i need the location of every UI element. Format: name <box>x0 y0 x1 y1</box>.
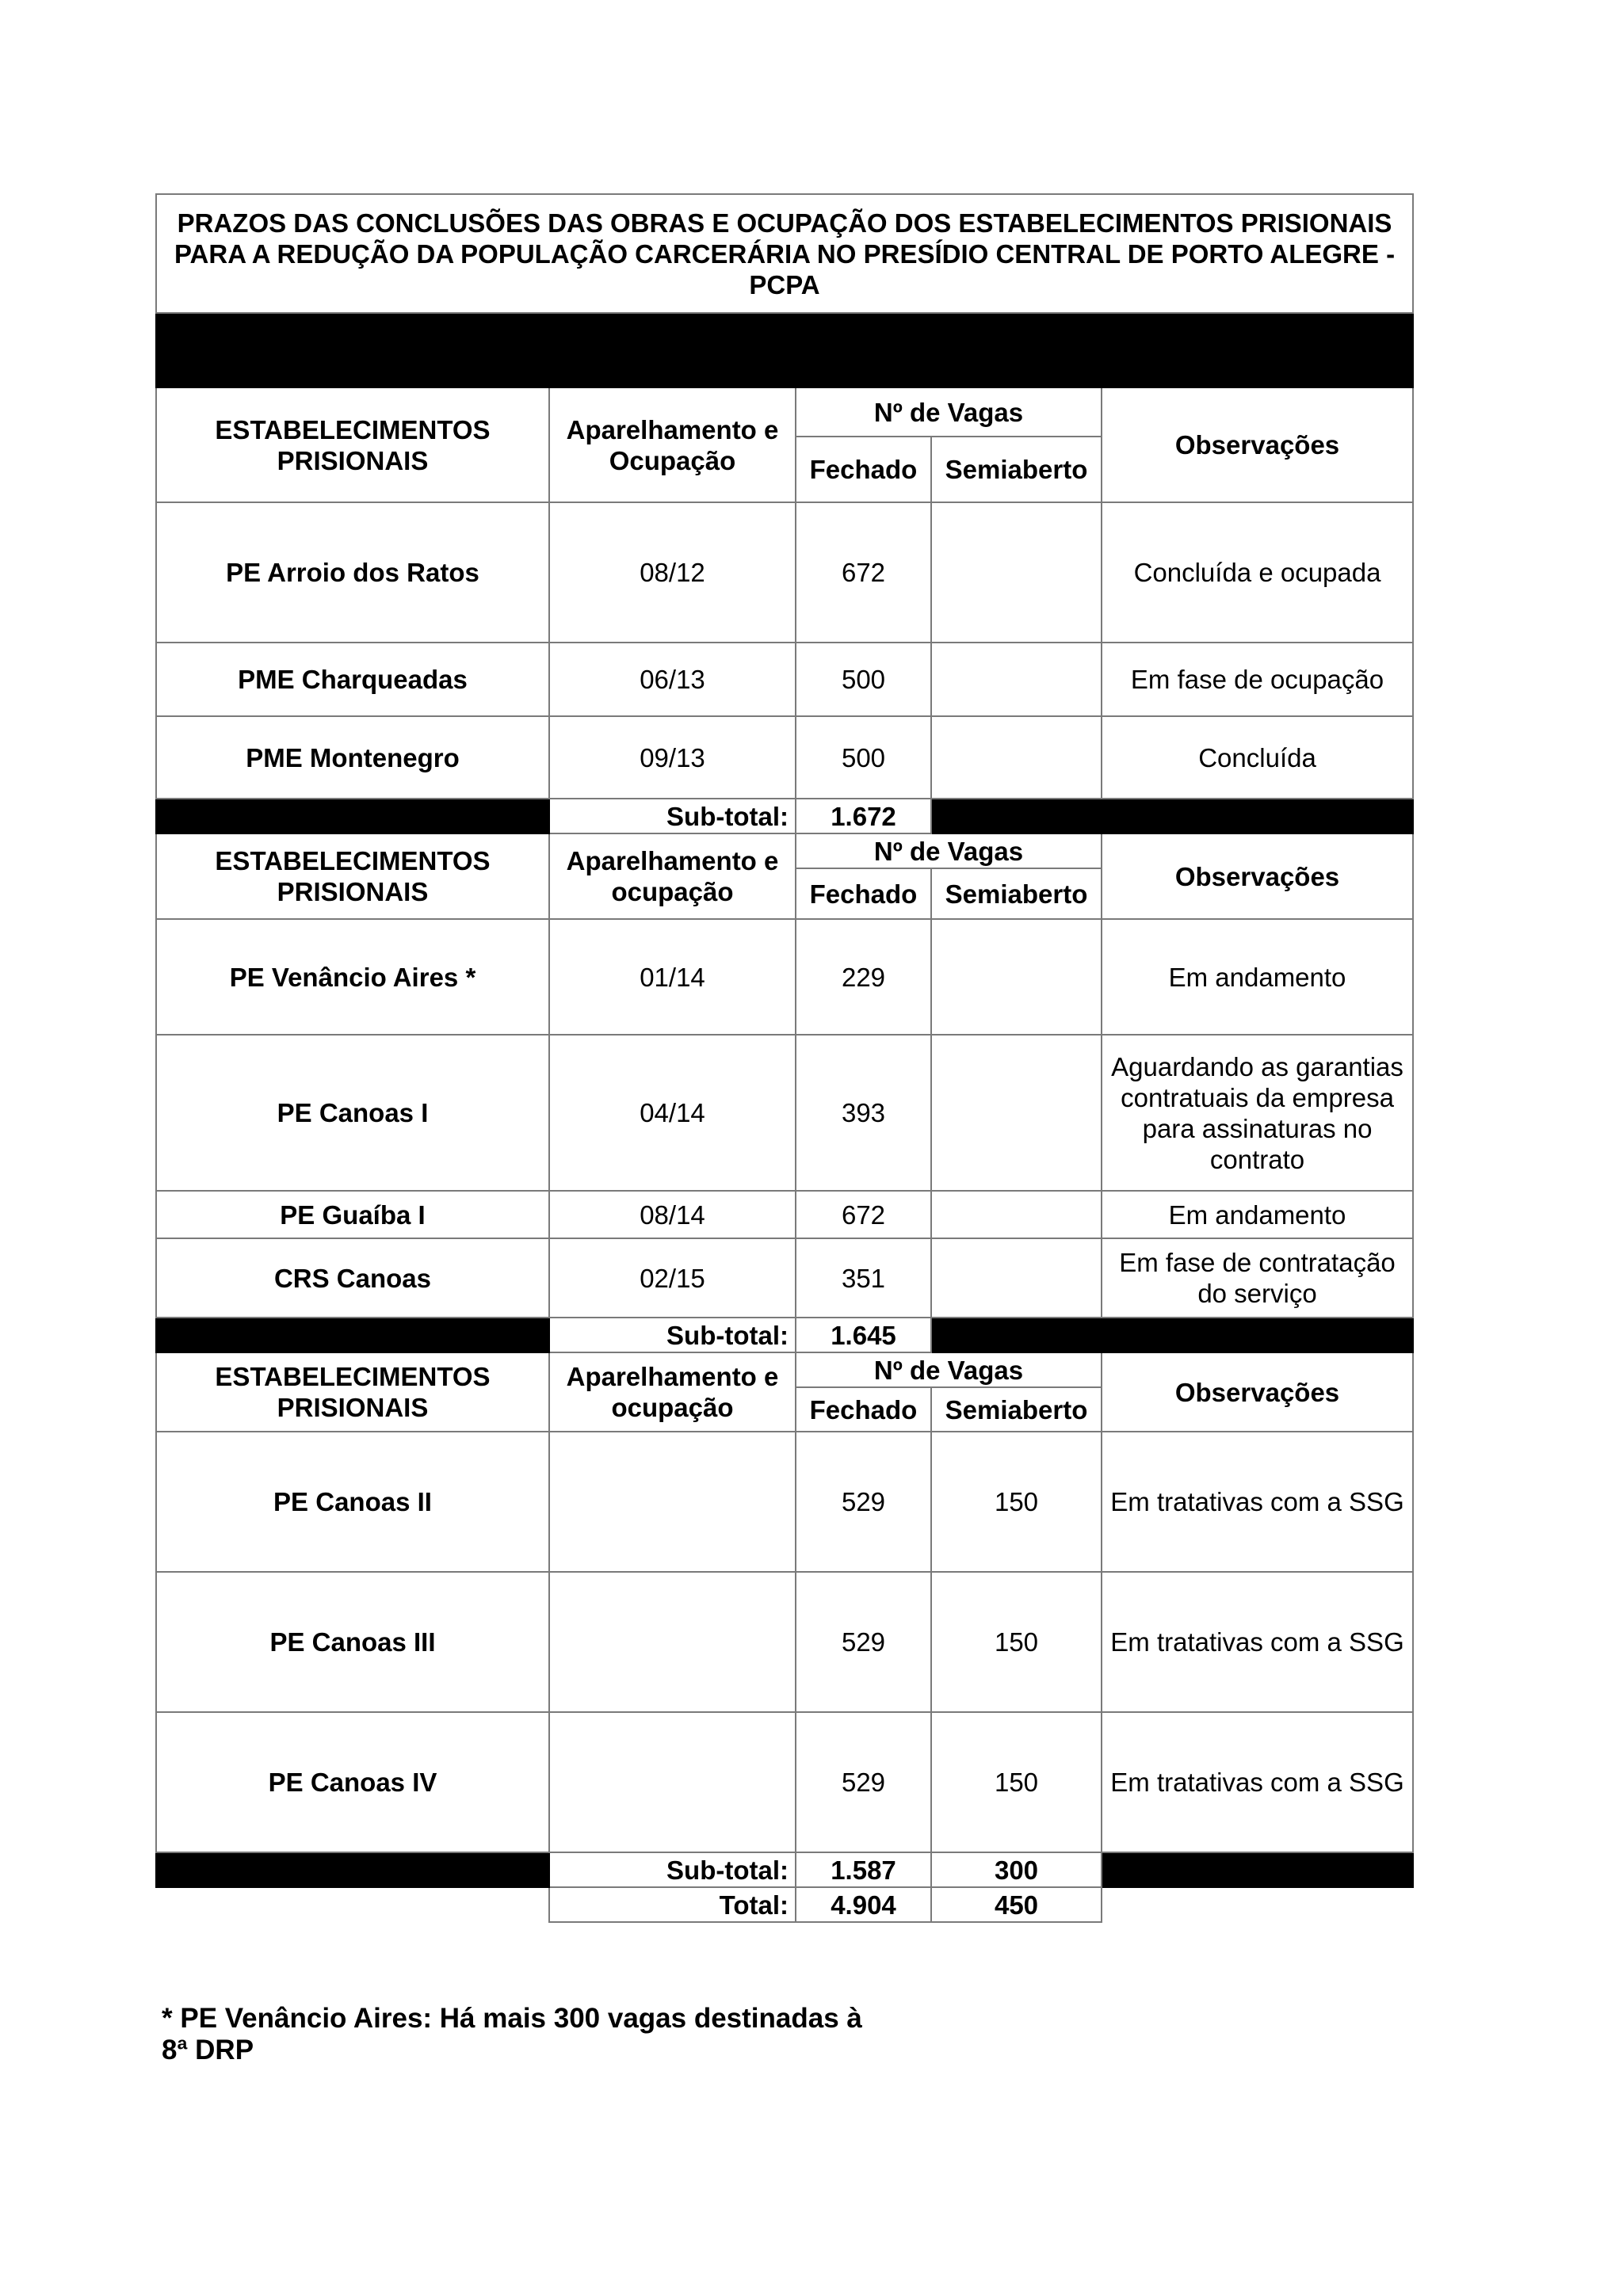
black-band <box>156 313 1413 387</box>
table-row <box>156 716 1413 799</box>
row-date <box>549 1572 796 1712</box>
row-date: 02/15 <box>549 1238 796 1318</box>
row-semiaberto <box>931 643 1102 716</box>
row-obs: Concluída e ocupada <box>1102 502 1413 643</box>
prison-capacity-table <box>155 193 1414 1923</box>
footnote: * PE Venâncio Aires: Há mais 300 vagas destinadas à 8ª DRP <box>162 2003 862 2065</box>
header-aparelhamento: Aparelhamento e ocupação <box>549 1352 796 1432</box>
row-name: PE Venâncio Aires * <box>156 919 549 1035</box>
row-obs: Aguardando as garantias contratuais da empresa para assinaturas no contrato <box>1102 1035 1413 1191</box>
subtotal-row <box>156 1852 1413 1887</box>
row-fechado: 393 <box>796 1035 931 1191</box>
row-fechado: 229 <box>796 919 931 1035</box>
row-obs: Em andamento <box>1102 919 1413 1035</box>
header-estabelecimentos: ESTABELECIMENTOS PRISIONAIS <box>156 387 549 502</box>
row-obs: Em andamento <box>1102 1191 1413 1238</box>
total-row <box>156 1887 1413 1922</box>
row-date: 08/14 <box>549 1191 796 1238</box>
header-estabelecimentos: ESTABELECIMENTOS PRISIONAIS <box>156 833 549 919</box>
header-observacoes: Observações <box>1102 387 1413 502</box>
row-name: PE Canoas II <box>156 1432 549 1572</box>
total-label: Total: <box>549 1887 796 1922</box>
subtotal-row <box>156 799 1413 833</box>
row-obs: Em fase de contratação do serviço <box>1102 1238 1413 1318</box>
row-fechado: 500 <box>796 716 931 799</box>
header-semiaberto: Semiaberto <box>931 1387 1102 1432</box>
header-semiaberto: Semiaberto <box>931 437 1102 502</box>
row-name: PE Canoas I <box>156 1035 549 1191</box>
table-row <box>156 1712 1413 1852</box>
subtotal-fechado: 1.672 <box>796 799 931 833</box>
section2-header-row <box>156 833 1413 868</box>
row-name: PE Canoas III <box>156 1572 549 1712</box>
row-date: 09/13 <box>549 716 796 799</box>
subtotal-label: Sub-total: <box>549 799 796 833</box>
total-semiaberto: 450 <box>931 1887 1102 1922</box>
row-fechado: 351 <box>796 1238 931 1318</box>
row-name: CRS Canoas <box>156 1238 549 1318</box>
header-fechado: Fechado <box>796 1387 931 1432</box>
row-fechado: 529 <box>796 1572 931 1712</box>
header-fechado: Fechado <box>796 868 931 919</box>
row-date: 06/13 <box>549 643 796 716</box>
header-vagas: Nº de Vagas <box>796 387 1102 437</box>
row-semiaberto <box>931 502 1102 643</box>
row-fechado: 529 <box>796 1712 931 1852</box>
subtotal-label: Sub-total: <box>549 1318 796 1352</box>
subtotal-semiaberto: 300 <box>931 1852 1102 1887</box>
table-row <box>156 643 1413 716</box>
subtotal-label: Sub-total: <box>549 1852 796 1887</box>
title-row <box>156 194 1413 313</box>
table-row <box>156 1035 1413 1191</box>
row-date: 08/12 <box>549 502 796 643</box>
row-obs: Em tratativas com a SSG <box>1102 1432 1413 1572</box>
subtotal-fechado: 1.645 <box>796 1318 931 1352</box>
header-vagas: Nº de Vagas <box>796 833 1102 868</box>
table-row <box>156 1432 1413 1572</box>
row-obs: Em tratativas com a SSG <box>1102 1572 1413 1712</box>
header-estabelecimentos: ESTABELECIMENTOS PRISIONAIS <box>156 1352 549 1432</box>
table-row <box>156 502 1413 643</box>
row-fechado: 529 <box>796 1432 931 1572</box>
row-semiaberto: 150 <box>931 1432 1102 1572</box>
row-fechado: 672 <box>796 502 931 643</box>
table-row <box>156 919 1413 1035</box>
row-name: PE Guaíba I <box>156 1191 549 1238</box>
row-date: 01/14 <box>549 919 796 1035</box>
row-name: PME Montenegro <box>156 716 549 799</box>
row-name: PME Charqueadas <box>156 643 549 716</box>
row-obs: Em fase de ocupação <box>1102 643 1413 716</box>
row-date <box>549 1712 796 1852</box>
header-vagas: Nº de Vagas <box>796 1352 1102 1387</box>
total-fechado: 4.904 <box>796 1887 931 1922</box>
row-semiaberto <box>931 1191 1102 1238</box>
header-observacoes: Observações <box>1102 1352 1413 1432</box>
row-fechado: 500 <box>796 643 931 716</box>
table-row <box>156 1238 1413 1318</box>
row-semiaberto: 150 <box>931 1572 1102 1712</box>
header-fechado: Fechado <box>796 437 931 502</box>
subtotal-fechado: 1.587 <box>796 1852 931 1887</box>
row-semiaberto <box>931 716 1102 799</box>
header-semiaberto: Semiaberto <box>931 868 1102 919</box>
header-aparelhamento: Aparelhamento e Ocupação <box>549 387 796 502</box>
row-semiaberto <box>931 1238 1102 1318</box>
row-name: PE Arroio dos Ratos <box>156 502 549 643</box>
subtotal-row <box>156 1318 1413 1352</box>
section3-header-row <box>156 1352 1413 1387</box>
row-date <box>549 1432 796 1572</box>
table-row <box>156 1572 1413 1712</box>
header-observacoes: Observações <box>1102 833 1413 919</box>
row-obs: Em tratativas com a SSG <box>1102 1712 1413 1852</box>
row-semiaberto: 150 <box>931 1712 1102 1852</box>
row-obs: Concluída <box>1102 716 1413 799</box>
section1-header-row <box>156 387 1413 437</box>
header-aparelhamento: Aparelhamento e ocupação <box>549 833 796 919</box>
table-row <box>156 1191 1413 1238</box>
row-date: 04/14 <box>549 1035 796 1191</box>
row-semiaberto <box>931 1035 1102 1191</box>
row-fechado: 672 <box>796 1191 931 1238</box>
row-semiaberto <box>931 919 1102 1035</box>
page-title: PRAZOS DAS CONCLUSÕES DAS OBRAS E OCUPAÇÃO DOS ESTABELECIMENTOS PRISIONAIS PARA A REDUÇÃO DA POPULAÇÃO CARCERÁRIA NO PRESÍDIO CENTRAL DE PORTO ALEGRE - PCPA <box>156 194 1413 313</box>
row-name: PE Canoas IV <box>156 1712 549 1852</box>
